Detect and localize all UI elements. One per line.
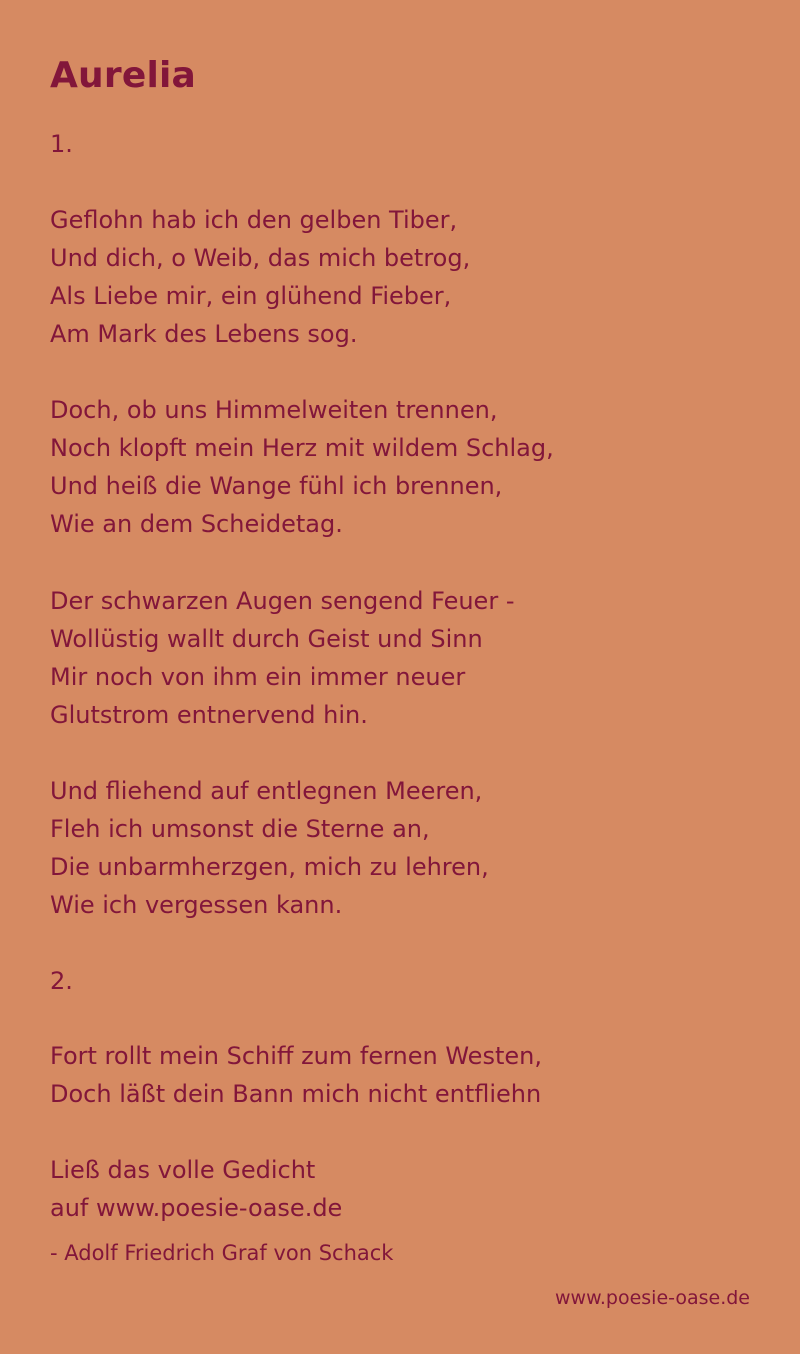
poem-line: Als Liebe mir, ein glühend Fieber, [50, 282, 452, 310]
stanza-2 [50, 391, 554, 543]
part-2-number: 2. [50, 967, 73, 995]
poem-line: Und fliehend auf entlegnen Meeren, [50, 777, 483, 805]
poem-line: Fleh ich umsonst die Sterne an, [50, 815, 430, 843]
footer-url[interactable]: www.poesie-oase.de [554, 1287, 750, 1309]
read-more-note [50, 1151, 342, 1227]
poem-line: Und heiß die Wange fühl ich brennen, [50, 472, 503, 500]
poem-line: Mir noch von ihm ein immer neuer [50, 663, 466, 691]
poem-line: Und dich, o Weib, das mich betrog, [50, 244, 471, 272]
author: - Adolf Friedrich Graf von Schack [50, 1241, 394, 1265]
poem-line: Glutstrom entnervend hin. [50, 701, 368, 729]
poem-line: Wollüstig wallt durch Geist und Sinn [50, 625, 483, 653]
poem-line: Wie an dem Scheidetag. [50, 510, 343, 538]
read-more-link[interactable]: auf www.poesie-oase.de [50, 1194, 343, 1222]
poem-line: Fort rollt mein Schiff zum fernen Westen, [50, 1042, 542, 1070]
poem-line: Die unbarmherzgen, mich zu lehren, [50, 853, 489, 881]
part-1-number: 1. [50, 130, 73, 158]
poem-line: Doch läßt dein Bann mich nicht entfliehn [50, 1080, 542, 1108]
poem-line: Am Mark des Lebens sog. [50, 320, 358, 348]
poem-title: Aurelia [50, 55, 197, 96]
read-more-line: Ließ das volle Gedicht [50, 1156, 316, 1184]
poem-line: Der schwarzen Augen sengend Feuer - [50, 587, 515, 615]
stanza-4 [50, 772, 489, 924]
poem-line: Wie ich vergessen kann. [50, 891, 343, 919]
poem-line: Noch klopft mein Herz mit wildem Schlag, [50, 434, 554, 462]
stanza-5 [50, 1037, 542, 1113]
stanza-1 [50, 201, 470, 353]
poem-line: Doch, ob uns Himmelweiten trennen, [50, 396, 498, 424]
poem-line: Geflohn hab ich den gelben Tiber, [50, 206, 458, 234]
stanza-3 [50, 582, 514, 734]
